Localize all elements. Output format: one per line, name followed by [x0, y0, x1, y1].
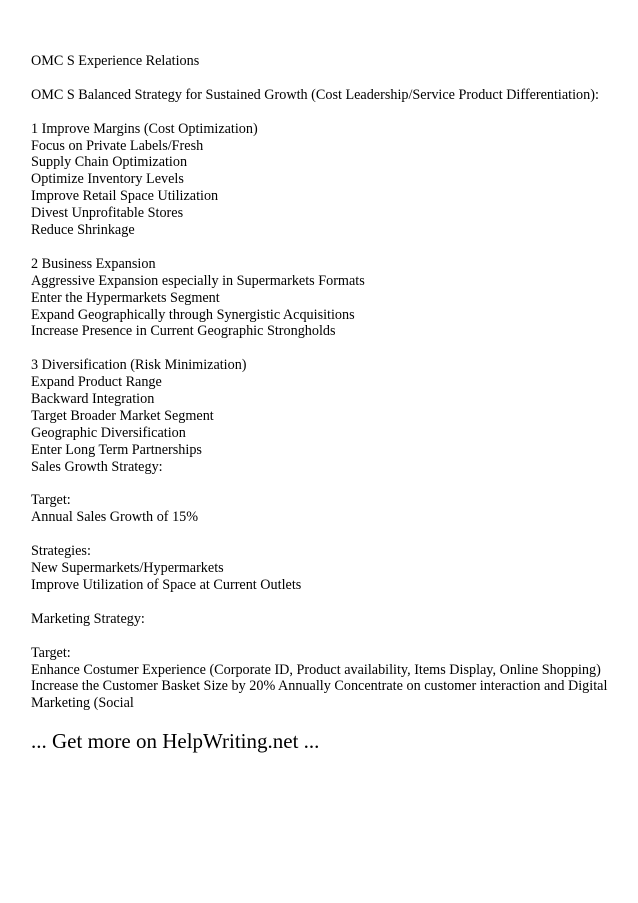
target-line: Increase the Customer Basket Size by 20% Annually Concentrate on customer interaction and Digital Marketing (Social	[31, 678, 608, 712]
target-value: Annual Sales Growth of 15%	[31, 509, 199, 526]
marketing-target-block	[31, 645, 621, 713]
list-item: Enter the Hypermarkets Segment	[31, 289, 220, 306]
section-diversification	[31, 357, 621, 475]
list-item: Focus on Private Labels/Fresh	[31, 137, 204, 154]
marketing-heading: Marketing Strategy:	[31, 610, 145, 627]
sales-strategies-block	[31, 543, 621, 594]
list-item: Divest Unprofitable Stores	[31, 205, 184, 222]
list-item: Enter Long Term Partnerships	[31, 441, 202, 458]
list-item: Sales Growth Strategy:	[31, 458, 163, 475]
strategy-heading: OMC S Balanced Strategy for Sustained Growth (Cost Leadership/Service Product Differentiation):	[31, 86, 599, 103]
list-item: Expand Geographically through Synergistic Acquisitions	[31, 306, 355, 323]
section-heading: 2 Business Expansion	[31, 255, 156, 272]
list-item: Aggressive Expansion especially in Supermarkets Formats	[31, 272, 365, 289]
list-item: Geographic Diversification	[31, 424, 186, 441]
footer-link[interactable]: ... Get more on HelpWriting.net ...	[31, 729, 320, 754]
list-item: Optimize Inventory Levels	[31, 171, 184, 188]
document-title: OMC S Experience Relations	[31, 53, 200, 69]
marketing-heading-block	[31, 611, 621, 628]
list-item: Reduce Shrinkage	[31, 222, 135, 239]
list-item: New Supermarkets/Hypermarkets	[31, 560, 224, 577]
section-heading: 1 Improve Margins (Cost Optimization)	[31, 120, 258, 137]
strategies-label: Strategies:	[31, 543, 91, 560]
section-business-expansion	[31, 256, 621, 341]
list-item: Backward Integration	[31, 391, 155, 408]
document-page	[31, 53, 621, 753]
target-line: Enhance Costumer Experience (Corporate ID, Product availability, Items Display, Online Shopping)	[31, 661, 601, 678]
strategy-heading-block	[31, 87, 621, 104]
list-item: Expand Product Range	[31, 374, 162, 391]
list-item: Target Broader Market Segment	[31, 407, 214, 424]
list-item: Improve Utilization of Space at Current Outlets	[31, 577, 302, 593]
sales-target-block	[31, 492, 621, 526]
section-heading: 3 Diversification (Risk Minimization)	[31, 357, 247, 374]
target-label: Target:	[31, 644, 71, 661]
list-item: Improve Retail Space Utilization	[31, 188, 219, 205]
list-item: Supply Chain Optimization	[31, 154, 188, 171]
title-block	[31, 53, 621, 70]
target-label: Target:	[31, 492, 71, 509]
list-item: Increase Presence in Current Geographic Strongholds	[31, 323, 336, 340]
section-improve-margins	[31, 121, 621, 239]
